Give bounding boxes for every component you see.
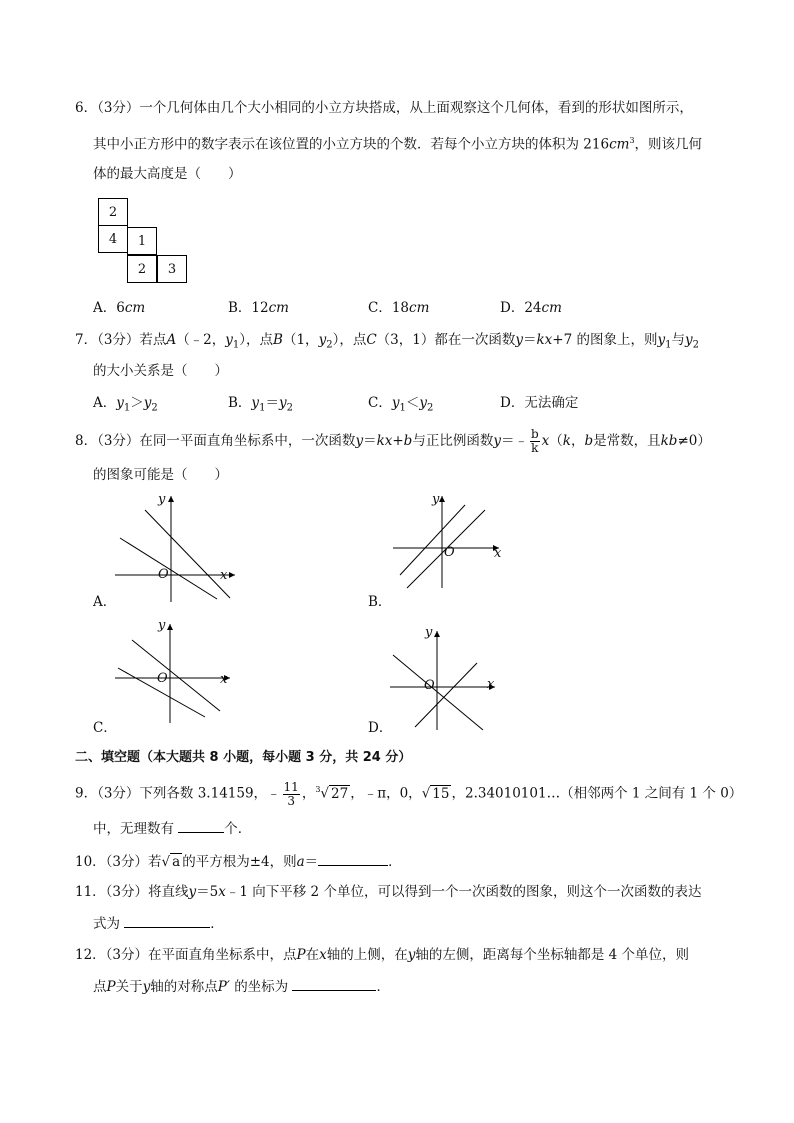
- q8-mid: 与正比例函数: [412, 433, 494, 449]
- sub-1: 1: [232, 339, 240, 351]
- origin-label: [158, 567, 169, 582]
- y-var: y: [318, 332, 327, 348]
- q7-a-coords: （﹣2，: [176, 332, 226, 348]
- radicand: 27: [331, 785, 349, 802]
- axis-y-text: y: [158, 618, 166, 633]
- grid-cell: 4: [98, 225, 128, 253]
- q8-eq: ＝: [363, 433, 377, 449]
- y-arrow: [434, 631, 440, 637]
- sub-2: 2: [692, 339, 700, 351]
- grid-cell: 2: [127, 255, 157, 283]
- frac-num: 11: [283, 779, 299, 794]
- axis-x-text: x: [220, 568, 228, 583]
- option-label: A．: [93, 395, 117, 411]
- q8-line1: [75, 428, 711, 455]
- option-label: C．: [368, 395, 392, 411]
- q12-line2-text: 点: [93, 979, 107, 995]
- p-prime: P′: [217, 979, 230, 995]
- q12-t3: 轴的左侧，距离每个坐标轴都是 4 个单位，则: [415, 947, 690, 963]
- grid-cell: 1: [127, 227, 157, 255]
- y-var: y: [142, 979, 151, 995]
- q11-end: ．: [210, 916, 224, 932]
- q10-eq: ＝: [304, 854, 319, 870]
- q8-prefix: 8．（3分）在同一平面直角坐标系中，一次函数: [75, 433, 356, 449]
- q7-option-d[interactable]: D．无法确定: [500, 395, 579, 411]
- graph-a-label: A．: [93, 594, 117, 610]
- option-value: 18: [391, 300, 410, 316]
- q12-t5: 轴的对称点: [150, 979, 218, 995]
- q6-line2: [93, 131, 702, 155]
- x-var: x: [319, 947, 327, 963]
- y-var: y: [391, 395, 400, 411]
- q6-option-a[interactable]: [93, 298, 145, 318]
- fraction: [283, 781, 300, 808]
- q7-line2: 的大小关系是（ ）: [93, 363, 228, 379]
- answer-blank[interactable]: [178, 818, 224, 833]
- q6-unit: cm: [609, 136, 630, 153]
- relation: ＝: [265, 395, 279, 411]
- axis-x-text: x: [220, 672, 228, 687]
- answer-blank[interactable]: [124, 913, 210, 928]
- relation: ＞: [130, 395, 144, 411]
- q7-option-b[interactable]: [228, 393, 293, 419]
- section-heading: 二、填空题（本大题共 8 小题，每小题 3 分，共 24 分）: [75, 750, 412, 765]
- q11-line2: [93, 913, 224, 934]
- q11-rest: ﹣1 向下平移 2 个单位，可以得到一个一次函数的图象，则这个一次函数的表达: [225, 884, 702, 900]
- q7-line1: [75, 330, 699, 356]
- origin-text: O: [424, 678, 435, 693]
- y-var: y: [116, 395, 124, 411]
- option-unit: cm: [124, 300, 146, 316]
- point-c: C: [366, 332, 377, 348]
- option-unit: cm: [541, 300, 562, 316]
- axis-y-text: y: [432, 492, 440, 507]
- option-unit: cm: [409, 300, 430, 316]
- q10-prefix: 10．（3分）若: [75, 854, 162, 870]
- radicand: a: [172, 854, 181, 870]
- q12-end: ．: [376, 979, 390, 995]
- option-label: A．: [93, 300, 117, 316]
- q8-line2: 的图象可能是（ ）: [93, 467, 228, 483]
- b-var: b: [584, 433, 594, 449]
- q12-t2: 轴的上侧，在: [326, 947, 408, 963]
- sub-1: 1: [399, 402, 406, 414]
- frac-den: k: [531, 441, 539, 455]
- q9-line2-end: 个．: [224, 821, 252, 837]
- func-y: y: [515, 332, 523, 348]
- answer-blank[interactable]: [292, 976, 376, 991]
- point-b: B: [273, 332, 283, 348]
- option-label: B．: [228, 300, 252, 316]
- q7-c-coords: （3，1）都在一次函数: [376, 332, 516, 348]
- sub-2: 2: [326, 339, 333, 351]
- q10-line: [75, 851, 402, 872]
- q9-prefix: 9．（3分）下列各数 3.14159，﹣: [75, 785, 281, 802]
- y-var: y: [225, 332, 233, 348]
- a-var: a: [296, 854, 305, 870]
- grid-cell: 3: [157, 255, 187, 283]
- kb-var: kb: [660, 433, 678, 449]
- graph-d[interactable]: [385, 625, 500, 735]
- comma: ，: [570, 433, 585, 449]
- sub-1: 1: [123, 402, 131, 414]
- point-a: A: [166, 332, 177, 348]
- x-var: x: [541, 433, 550, 449]
- p-var: P: [296, 947, 306, 963]
- x-var: x: [218, 884, 226, 900]
- x-arrow: [229, 572, 235, 578]
- graph-a[interactable]: [110, 490, 250, 610]
- sub-2: 2: [427, 402, 434, 414]
- option-value: 12: [251, 300, 269, 316]
- relation: ＜: [405, 395, 420, 411]
- q6-exp: 3: [629, 136, 635, 145]
- q7-mid2: ），点: [332, 332, 367, 348]
- func-kx: kx: [536, 332, 553, 348]
- y-axis-label: [425, 625, 432, 640]
- sub-1: 1: [259, 402, 266, 414]
- origin-text: O: [157, 671, 168, 686]
- q12-line2: [93, 976, 390, 997]
- y-var: y: [278, 395, 287, 411]
- y-var: y: [143, 395, 152, 411]
- k-var: k: [562, 433, 571, 449]
- grid-cell: 2: [98, 198, 128, 226]
- origin-text: O: [444, 545, 455, 560]
- option-label: B．: [228, 395, 252, 411]
- line-1: [145, 510, 230, 598]
- q11-line2-text: 式为: [93, 916, 120, 932]
- graph-b-label: B．: [368, 594, 392, 610]
- x-axis-label: [220, 672, 227, 687]
- y-axis-label: [432, 492, 439, 507]
- x-axis-label: [220, 568, 227, 583]
- frac-den: 3: [287, 793, 295, 808]
- q9-tail: ，2.34010101…（相邻两个 1 之间有 1 个 0）: [451, 785, 743, 802]
- y-var: y: [355, 433, 364, 449]
- y-var: y: [419, 395, 427, 411]
- y-var: y: [685, 332, 693, 348]
- q11-eq: ＝5: [196, 884, 219, 900]
- q12-t4: 关于: [115, 979, 143, 995]
- q6-option-d[interactable]: [500, 298, 562, 318]
- y-axis-label: [158, 492, 165, 507]
- y-var: y: [493, 433, 501, 449]
- q12-prefix: 12．（3分）在平面直角坐标系中，点: [75, 947, 297, 963]
- q7-mid1: ），点: [239, 332, 274, 348]
- q8-tail2: 是常数，且: [593, 433, 661, 449]
- option-value: 24: [524, 300, 542, 316]
- y-var: y: [251, 395, 260, 411]
- q9-mid: ，﹣π，0，: [350, 785, 422, 802]
- sub-2: 2: [286, 402, 293, 414]
- q8-tail1: （: [549, 433, 563, 449]
- radical-sign: √: [320, 785, 330, 802]
- radicand: 15: [432, 785, 450, 802]
- q11-line1: [75, 882, 701, 902]
- q8-neq: ≠0）: [677, 433, 711, 449]
- q6-option-b[interactable]: [228, 298, 289, 318]
- axis-y-text: y: [158, 492, 166, 507]
- radical-sign: √: [161, 854, 171, 870]
- graph-d-label: D．: [368, 720, 393, 736]
- y-arrow: [168, 496, 174, 502]
- y-var: y: [407, 947, 416, 963]
- q6-line2-text: 其中小正方形中的数字表示在该位置的小立方块的个数．若每个小立方块的体积为 216: [93, 136, 610, 153]
- frac-num: b: [530, 427, 539, 441]
- q7-option-a[interactable]: [93, 393, 158, 419]
- graph-b[interactable]: [385, 490, 515, 590]
- y-var: y: [188, 884, 197, 900]
- radical-sign: √: [421, 785, 431, 802]
- q9-line2: [93, 818, 251, 839]
- root-index: 3: [315, 785, 321, 794]
- q7-option-c[interactable]: [368, 393, 433, 419]
- q10-mid: 的平方根为±4，则: [182, 854, 297, 870]
- q7-b-coords: （1，: [282, 332, 319, 348]
- q12-line1: [75, 945, 689, 965]
- origin-label: [157, 671, 168, 686]
- q9-line2-text: 中，无理数有: [93, 821, 174, 837]
- axis-y-text: y: [425, 625, 433, 640]
- q6-line3: 体的最大高度是（ ）: [93, 166, 242, 182]
- p-var: P: [106, 979, 116, 995]
- axis-x-text: x: [494, 546, 502, 561]
- graph-c-label: C．: [93, 720, 117, 736]
- fraction: [530, 428, 540, 455]
- kx-plus-b: kx+b: [376, 433, 413, 449]
- q11-prefix: 11．（3分）将直线: [75, 884, 189, 900]
- q12-t1: 在: [305, 947, 320, 963]
- option-label: C．: [368, 300, 392, 316]
- line-1: [393, 655, 483, 730]
- option-value: 6: [116, 300, 125, 316]
- q8-eq2: ＝﹣: [500, 433, 528, 449]
- option-unit: cm: [268, 300, 289, 316]
- y-var: y: [657, 332, 666, 348]
- sub-1: 1: [665, 339, 672, 351]
- q7-and: 与: [671, 332, 686, 348]
- answer-blank[interactable]: [318, 851, 388, 866]
- func-eq: ＝: [523, 332, 537, 348]
- q12-t6: 的坐标为: [234, 979, 289, 995]
- origin-label: [424, 678, 435, 693]
- y-arrow: [439, 496, 445, 502]
- func-rest: +7 的图象上，则: [552, 332, 658, 348]
- option-label: D．: [500, 300, 525, 316]
- comma: ，: [301, 785, 316, 802]
- y-axis-label: [158, 618, 165, 633]
- axis-x-text: x: [487, 677, 495, 692]
- x-axis-label: [494, 546, 501, 561]
- q6-option-c[interactable]: [368, 298, 429, 318]
- q6-line1: 6．（3分）一个几何体由几个大小相同的小立方块搭成，从上面观察这个几何体，看到的形状如图所示，: [75, 100, 693, 116]
- q10-end: ．: [388, 854, 402, 870]
- x-axis-label: [487, 677, 494, 692]
- y-arrow: [167, 624, 173, 630]
- sub-2: 2: [151, 402, 158, 414]
- origin-text: O: [158, 567, 169, 582]
- q7-prefix: 7．（3分）若点: [75, 332, 167, 348]
- q6-line2-tail: ，则该几何: [634, 136, 703, 153]
- q9-line1: [75, 780, 742, 808]
- origin-label: [444, 545, 455, 560]
